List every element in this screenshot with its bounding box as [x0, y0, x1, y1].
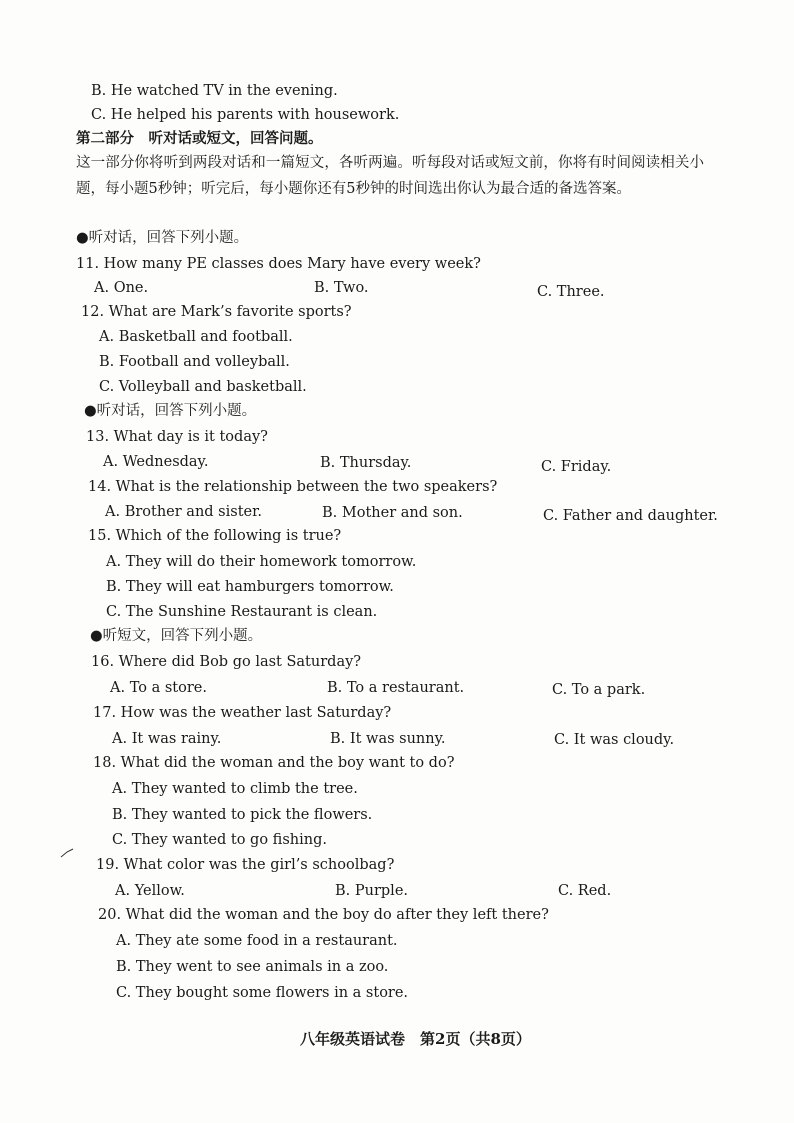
question-13: 13. What day is it today?	[86, 429, 268, 445]
q20-option-b: B. They went to see animals in a zoo.	[116, 959, 389, 975]
q13-option-c: C. Friday.	[541, 459, 612, 475]
q14-option-c: C. Father and daughter.	[543, 508, 718, 524]
q17-option-b: B. It was sunny.	[330, 731, 446, 747]
q15-option-c: C. The Sunshine Restaurant is clean.	[106, 604, 378, 620]
q20-option-c: C. They bought some flowers in a store.	[116, 985, 409, 1001]
question-17: 17. How was the weather last Saturday?	[93, 705, 392, 721]
q16-option-b: B. To a restaurant.	[327, 680, 465, 696]
q17-option-a: A. It was rainy.	[112, 731, 222, 747]
q11-option-b: B. Two.	[314, 280, 369, 296]
question-20: 20. What did the woman and the boy do after they left there?	[98, 907, 549, 923]
question-11: 11. How many PE classes does Mary have every week?	[76, 256, 481, 272]
q18-option-a: A. They wanted to climb the tree.	[112, 781, 358, 797]
part2-heading: 第二部分 听对话或短文，回答问题。	[76, 130, 323, 147]
q11-option-c: C. Three.	[537, 284, 605, 300]
section-dialog-2: ●听对话，回答下列小题。	[84, 403, 257, 419]
q15-option-b: B. They will eat hamburgers tomorrow.	[106, 579, 394, 595]
q14-option-a: A. Brother and sister.	[105, 504, 263, 520]
q10-option-b: B. He watched TV in the evening.	[91, 83, 338, 99]
question-16: 16. Where did Bob go last Saturday?	[91, 654, 362, 670]
question-12: 12. What are Mark’s favorite sports?	[81, 304, 352, 320]
q14-option-b: B. Mother and son.	[322, 505, 463, 521]
section-dialog-1: ●听对话，回答下列小题。	[76, 230, 249, 246]
q20-option-a: A. They ate some food in a restaurant.	[116, 933, 398, 949]
q13-option-a: A. Wednesday.	[103, 454, 209, 470]
q19-option-b: B. Purple.	[335, 883, 409, 899]
q19-option-c: C. Red.	[558, 883, 612, 899]
q13-option-b: B. Thursday.	[320, 455, 412, 471]
section-passage: ●听短文，回答下列小题。	[90, 628, 263, 644]
q16-option-c: C. To a park.	[552, 682, 646, 698]
pencil-mark	[60, 848, 74, 858]
q12-option-a: A. Basketball and football.	[99, 329, 293, 345]
q16-option-a: A. To a store.	[110, 680, 207, 696]
question-18: 18. What did the woman and the boy want to do?	[93, 755, 455, 771]
part2-instructions: 这一部分你将听到两段对话和一篇短文，各听两遍。听每段对话或短文前，你将有时间阅读相关小题，每小题5秒钟；听完后，每小题你还有5秒钟的时间选出你认为最合适的备选答案。	[76, 155, 704, 197]
q17-option-c: C. It was cloudy.	[554, 732, 675, 748]
q12-option-b: B. Football and volleyball.	[99, 354, 290, 370]
question-15: 15. Which of the following is true?	[88, 528, 342, 544]
page-footer: 八年级英语试卷 第2页（共8页）	[300, 1030, 531, 1048]
q18-option-c: C. They wanted to go fishing.	[112, 832, 327, 848]
q15-option-a: A. They will do their homework tomorrow.	[106, 554, 417, 570]
q11-option-a: A. One.	[94, 280, 149, 296]
q18-option-b: B. They wanted to pick the flowers.	[112, 807, 373, 823]
question-14: 14. What is the relationship between the two speakers?	[88, 479, 498, 495]
q10-option-c: C. He helped his parents with housework.	[91, 107, 400, 123]
q12-option-c: C. Volleyball and basketball.	[99, 379, 307, 395]
question-19: 19. What color was the girl’s schoolbag?	[96, 857, 395, 873]
q19-option-a: A. Yellow.	[115, 883, 185, 899]
